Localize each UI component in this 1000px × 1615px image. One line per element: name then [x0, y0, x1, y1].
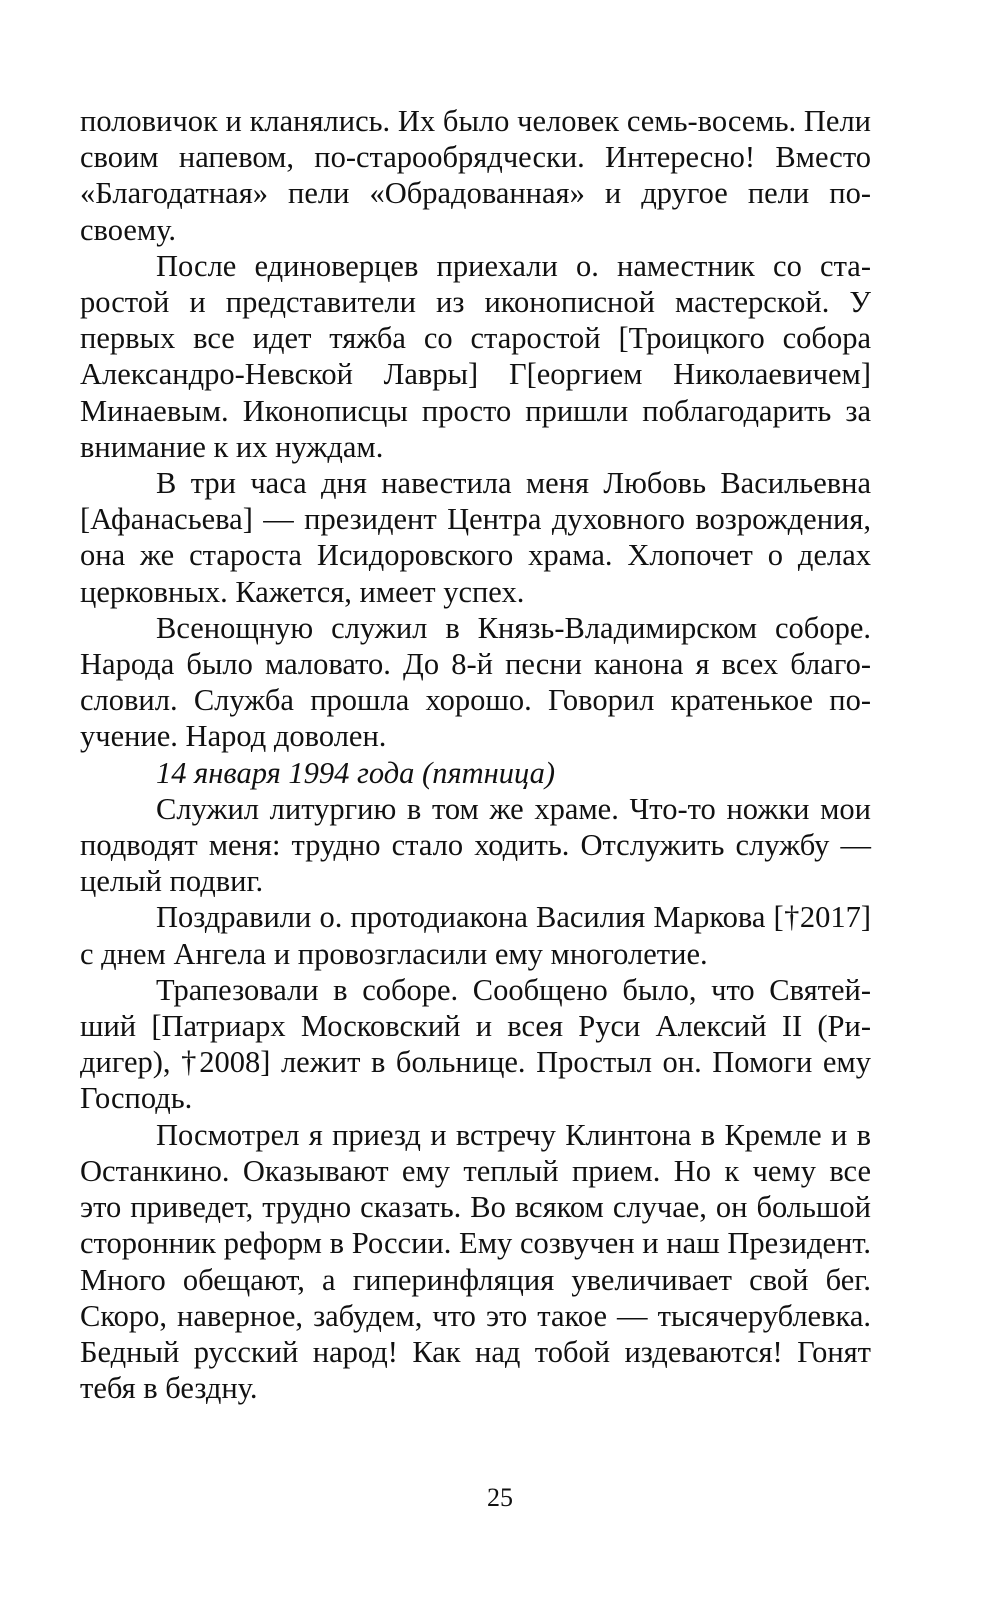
date-heading: 14 января 1994 года (пятница): [156, 755, 556, 790]
paragraph-liturgy: Служил литургию в том же храме. Что-то ножки мои подводят меня: трудно стало ходить. Отслужить службу — целый подвиг.: [80, 791, 871, 899]
page-number: 25: [487, 1483, 513, 1512]
paragraph-vigil-service: Всенощную служил в Князь-Владимирском соборе. Народа было маловато. До 8-й песни канона я всех благословил. Служба прошла хорошо. Говорил кратенькое поучение. Народ доволен.: [80, 610, 871, 754]
paragraph-monastery-visitors: После единоверцев приехали о. наместник со старостой и представители из иконописной мастерской. У первых все идет тяжба со старостой [Троицкого собора Александро-Невской Лавры] Г[еоргием Николаевичем] Минаевым. Иконописцы просто пришли поблагодарить за внимание к их нуждам.: [80, 248, 871, 464]
paragraph-protodeacon: Поздравили о. протодиакона Василия Маркова [†2017] с днем Ангела и провозгласили ему многолетие.: [80, 900, 871, 971]
page-body: [80, 103, 871, 1406]
paragraph-afanasieva-visit: В три часа дня навестила меня Любовь Васильевна [Афанасьева] — президент Центра духовного возрождения, она же староста Исидоровского храма. Хлопочет о делах церковных. Кажется, имеет успех.: [80, 466, 871, 609]
paragraph-clinton-visit: Посмотрел я приезд и встречу Клинтона в Кремле и в Останкино. Оказывают ему теплый прием. Но к чему все это приведет, трудно сказать. Во всяком случае, он большой сторонник реформ в России. Ему созвучен и наш Президент. Много обещают, а гиперинфляция увеличивает свой бег. Скоро, наверное, забудем, что это такое — тысячерублевка. Бедный русский народ! Как над тобой издеваются! Гонят тебя в бездну.: [80, 1117, 871, 1406]
paragraph-patriarch: Трапезовали в соборе. Сообщено было, что Святейший [Патриарх Московский и всея Руси Алексий II (Ридигер), †2008] лежит в больнице. Простыл он. Помоги ему Господь.: [80, 972, 871, 1116]
paragraph-continued: половичок и кланялись. Их было человек семь-восемь. Пели своим напевом, по-старообрядчески. Интересно! Вместо «Благодатная» пели «Обрадованная» и другое пели по-своему.: [80, 104, 871, 247]
